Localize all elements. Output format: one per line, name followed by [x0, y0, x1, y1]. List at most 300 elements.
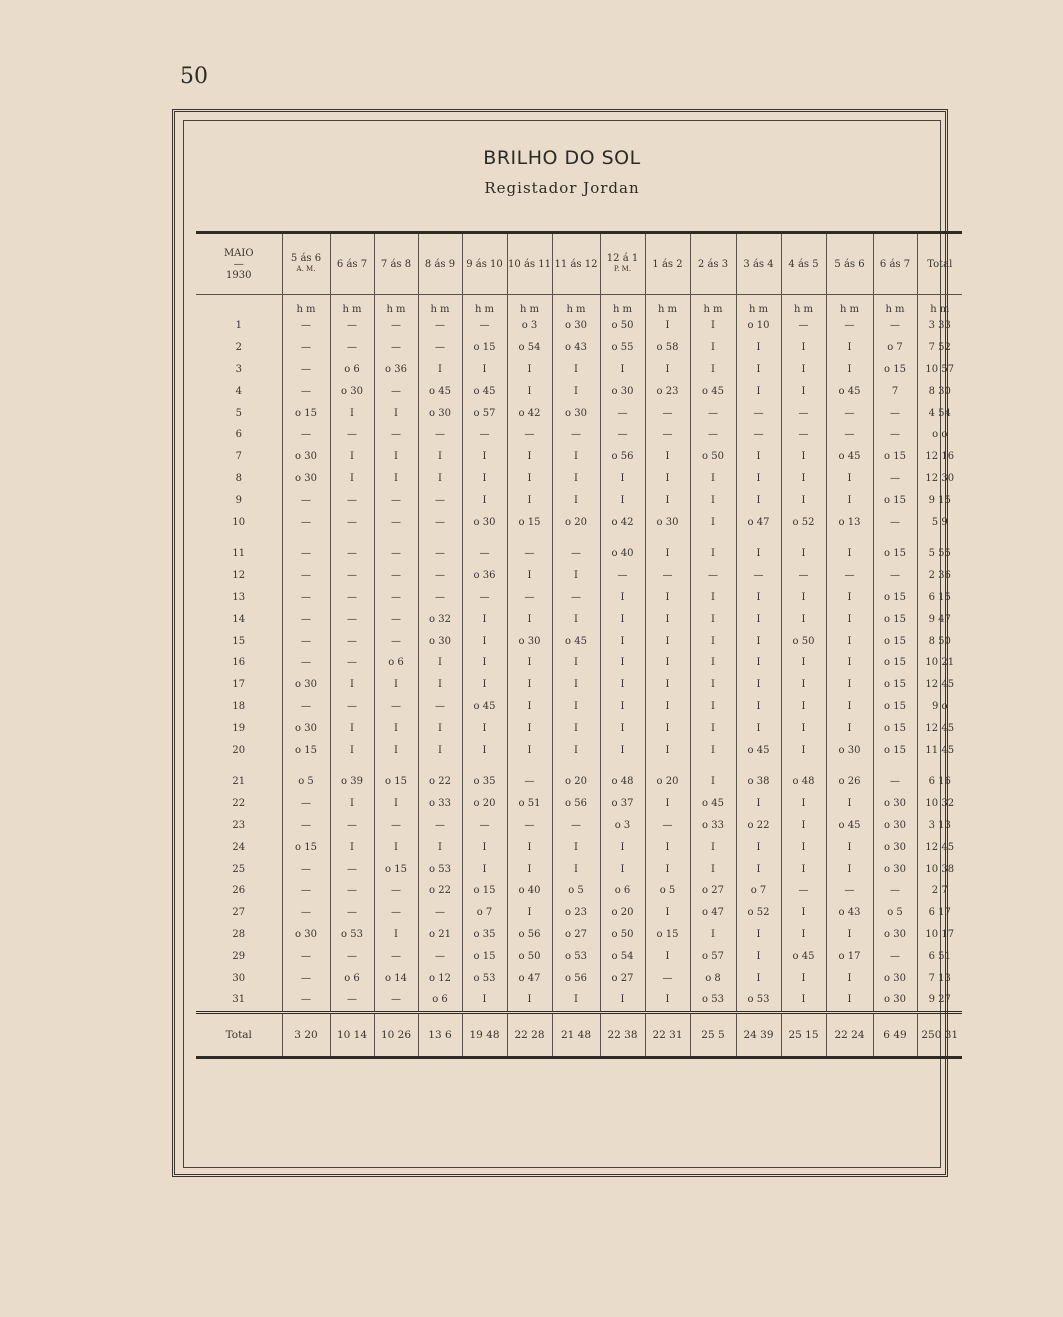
table-cell: I	[826, 337, 873, 359]
table-cell: I	[645, 717, 690, 739]
table-cell: o 5	[873, 902, 917, 924]
table-cell: o 20	[600, 902, 645, 924]
table-cell: o 50	[690, 446, 736, 468]
table-cell: I	[736, 652, 781, 674]
table-cell: —	[282, 880, 330, 902]
table-row	[196, 945, 962, 967]
table-cell: o 39	[330, 771, 374, 793]
table-cell: —	[418, 945, 462, 967]
column-header-label: 3 ás 4	[743, 258, 774, 270]
table-cell: —	[282, 902, 330, 924]
total-cell: 250 31	[917, 1012, 962, 1057]
table-cell: o 45	[418, 380, 462, 402]
day-cell: 16	[232, 657, 246, 669]
table-cell: I	[645, 836, 690, 858]
table-cell: o 36	[374, 359, 418, 381]
spacer-cell	[645, 533, 690, 543]
table-cell: I	[507, 902, 552, 924]
table-cell: o 56	[507, 924, 552, 946]
table-cell: I	[781, 674, 826, 696]
table-cell: I	[781, 468, 826, 490]
table-cell: —	[826, 402, 873, 424]
table-cell: o 35	[462, 771, 507, 793]
table-row	[196, 402, 962, 424]
table-cell: I	[552, 359, 600, 381]
day-cell: 19	[232, 722, 246, 734]
table-cell: —	[374, 424, 418, 446]
table-row	[196, 674, 962, 696]
table-row	[196, 858, 962, 880]
table-cell: I	[781, 337, 826, 359]
table-cell: o 14	[374, 967, 418, 989]
table-cell: o 30	[330, 380, 374, 402]
table-cell: I	[736, 359, 781, 381]
table-row	[196, 771, 962, 793]
table-cell: I	[374, 468, 418, 490]
table-cell: o 30	[873, 858, 917, 880]
table-cell: I	[552, 858, 600, 880]
total-cell: 6 49	[873, 1012, 917, 1057]
table-cell: I	[690, 630, 736, 652]
table-cell: —	[330, 543, 374, 565]
spacer-cell	[917, 761, 962, 771]
table-cell: I	[736, 836, 781, 858]
table-cell: —	[282, 858, 330, 880]
table-cell: —	[282, 793, 330, 815]
table-frame	[172, 109, 959, 1177]
table-cell: I	[781, 489, 826, 511]
unit-cell: h m	[645, 295, 690, 316]
table-cell: 12 45	[917, 674, 962, 696]
spacer-cell	[873, 761, 917, 771]
table-cell: o 45	[781, 945, 826, 967]
table-cell: —	[282, 424, 330, 446]
table-cell: o 52	[781, 511, 826, 533]
table-cell: o 54	[600, 945, 645, 967]
table-cell: o 15	[873, 739, 917, 761]
column-header	[282, 233, 330, 295]
table-cell: —	[330, 587, 374, 609]
day-cell: 1	[235, 320, 242, 332]
table-cell: I	[507, 652, 552, 674]
table-cell: I	[462, 359, 507, 381]
table-cell: —	[873, 402, 917, 424]
table-cell: —	[330, 652, 374, 674]
table-cell: I	[645, 696, 690, 718]
table-cell: I	[330, 402, 374, 424]
table-cell: o 5	[552, 880, 600, 902]
unit-cell: h m	[781, 295, 826, 316]
table-cell: o 51	[507, 793, 552, 815]
table-row	[196, 836, 962, 858]
table-cell: —	[282, 543, 330, 565]
table-cell: —	[374, 511, 418, 533]
unit-cell: h m	[418, 295, 462, 316]
column-header-label: 4 ás 5	[788, 258, 819, 270]
table-cell: o 30	[873, 815, 917, 837]
table-cell: 5 55	[917, 543, 962, 565]
table-cell: o 56	[552, 967, 600, 989]
table-cell: —	[873, 315, 917, 337]
table-cell: I	[781, 989, 826, 1012]
total-cell: 24 39	[736, 1012, 781, 1057]
table-cell: 6 51	[917, 945, 962, 967]
table-cell: o 57	[690, 945, 736, 967]
day-cell: 24	[232, 841, 246, 853]
table-cell: I	[330, 793, 374, 815]
table-cell: o 58	[645, 337, 690, 359]
column-header-row	[196, 233, 962, 295]
table-cell: I	[690, 739, 736, 761]
spacer-cell	[600, 533, 645, 543]
table-cell: —	[873, 511, 917, 533]
day-cell: 11	[232, 548, 246, 560]
table-cell: I	[736, 967, 781, 989]
column-header	[374, 233, 418, 295]
table-cell: I	[507, 468, 552, 490]
table-cell: —	[282, 696, 330, 718]
table-cell: I	[418, 739, 462, 761]
table-cell: 7	[873, 380, 917, 402]
table-cell: I	[826, 836, 873, 858]
table-cell: I	[826, 967, 873, 989]
column-header	[917, 233, 962, 295]
year-label: 1930	[226, 269, 252, 281]
table-cell: I	[507, 565, 552, 587]
table-cell: —	[873, 468, 917, 490]
table-cell: I	[330, 674, 374, 696]
month-dash: —	[233, 258, 244, 270]
table-cell: I	[645, 652, 690, 674]
spacer-cell	[196, 533, 282, 543]
table-cell: o 30	[600, 380, 645, 402]
table-cell: I	[781, 543, 826, 565]
table-cell: o 53	[552, 945, 600, 967]
table-cell: I	[600, 489, 645, 511]
table-cell: I	[374, 446, 418, 468]
page-number: 50	[180, 64, 208, 89]
table-cell: —	[282, 967, 330, 989]
table-cell: —	[781, 424, 826, 446]
unit-cell: h m	[374, 295, 418, 316]
table-cell: o 15	[507, 511, 552, 533]
table-row	[196, 967, 962, 989]
column-header	[600, 233, 645, 295]
sunshine-table	[196, 231, 962, 1059]
table-cell: o 15	[374, 858, 418, 880]
month-label: MAIO	[223, 247, 254, 259]
table-title: BRILHO DO SOL	[483, 147, 641, 169]
table-cell: o 33	[418, 793, 462, 815]
table-cell: o 30	[282, 674, 330, 696]
table-cell: I	[600, 468, 645, 490]
table-cell: I	[826, 696, 873, 718]
row-spacer	[196, 761, 962, 771]
table-cell: I	[690, 608, 736, 630]
table-cell: —	[374, 587, 418, 609]
table-cell: —	[282, 511, 330, 533]
table-cell: o 53	[418, 858, 462, 880]
unit-cell: h m	[690, 295, 736, 316]
table-cell: —	[507, 815, 552, 837]
table-cell: o 27	[552, 924, 600, 946]
unit-cell: h m	[873, 295, 917, 316]
table-cell: o 40	[600, 543, 645, 565]
column-header-suffix: P. M.	[613, 265, 632, 273]
table-cell: 10 21	[917, 652, 962, 674]
table-row	[196, 315, 962, 337]
table-cell: —	[826, 315, 873, 337]
table-cell: o 15	[873, 543, 917, 565]
table-cell: I	[736, 924, 781, 946]
table-cell: I	[418, 717, 462, 739]
table-cell: I	[462, 858, 507, 880]
table-cell: o 12	[418, 967, 462, 989]
table-cell: —	[374, 902, 418, 924]
day-cell: 7	[235, 451, 242, 463]
table-cell: —	[374, 315, 418, 337]
table-cell: o 22	[418, 771, 462, 793]
table-cell: o 45	[826, 380, 873, 402]
table-cell: o 30	[552, 315, 600, 337]
unit-cell: h m	[330, 295, 374, 316]
table-cell: I	[552, 565, 600, 587]
column-header	[507, 233, 552, 295]
table-cell: o 15	[374, 771, 418, 793]
units-row	[196, 295, 962, 316]
table-cell: I	[826, 989, 873, 1012]
table-cell: —	[330, 424, 374, 446]
table-cell: 7 13	[917, 967, 962, 989]
column-header-label: 5 ás 6	[834, 258, 865, 270]
column-header	[826, 233, 873, 295]
table-cell: I	[507, 739, 552, 761]
table-cell: —	[330, 489, 374, 511]
table-cell: —	[418, 565, 462, 587]
table-cell: —	[826, 565, 873, 587]
table-cell: —	[873, 565, 917, 587]
column-header-label: 1 ás 2	[652, 258, 683, 270]
table-cell: I	[600, 989, 645, 1012]
table-cell: —	[645, 402, 690, 424]
table-cell: 2 36	[917, 565, 962, 587]
table-cell: o 48	[600, 771, 645, 793]
spacer-cell	[196, 761, 282, 771]
day-cell: 22	[232, 798, 246, 810]
table-cell: o 53	[330, 924, 374, 946]
column-header-label: 6 ás 7	[336, 258, 368, 270]
column-header	[418, 233, 462, 295]
table-cell: I	[507, 836, 552, 858]
table-cell: o 42	[600, 511, 645, 533]
day-cell: 5	[235, 407, 242, 419]
table-cell: I	[736, 446, 781, 468]
table-cell: —	[282, 315, 330, 337]
table-cell: I	[736, 587, 781, 609]
table-cell: I	[507, 359, 552, 381]
table-cell: o 10	[736, 315, 781, 337]
table-cell: I	[374, 402, 418, 424]
day-cell: 18	[232, 700, 246, 712]
unit-cell: h m	[507, 295, 552, 316]
table-cell: I	[462, 674, 507, 696]
spacer-cell	[282, 761, 330, 771]
table-cell: o 15	[873, 674, 917, 696]
table-cell: o 15	[873, 446, 917, 468]
table-cell: I	[507, 674, 552, 696]
table-cell: o 47	[690, 902, 736, 924]
table-cell: —	[282, 359, 330, 381]
table-cell: o 21	[418, 924, 462, 946]
table-cell: I	[645, 674, 690, 696]
table-cell: o 37	[600, 793, 645, 815]
table-cell: o 30	[507, 630, 552, 652]
table-cell: —	[330, 511, 374, 533]
month-header	[196, 233, 282, 295]
table-cell: —	[645, 424, 690, 446]
table-cell: o o	[917, 424, 962, 446]
table-cell: —	[282, 945, 330, 967]
table-cell: I	[690, 652, 736, 674]
table-cell: 9 27	[917, 989, 962, 1012]
table-cell: I	[690, 924, 736, 946]
table-row	[196, 630, 962, 652]
table-row	[196, 924, 962, 946]
table-cell: —	[781, 402, 826, 424]
table-cell: —	[600, 565, 645, 587]
table-cell: I	[781, 858, 826, 880]
table-cell: o 30	[462, 511, 507, 533]
table-cell: I	[826, 674, 873, 696]
spacer-cell	[873, 533, 917, 543]
table-cell: I	[645, 739, 690, 761]
table-cell: —	[330, 337, 374, 359]
table-cell: I	[374, 739, 418, 761]
table-cell: I	[645, 630, 690, 652]
table-cell: o 45	[826, 815, 873, 837]
spacer-cell	[330, 761, 374, 771]
totals-row	[196, 1012, 962, 1057]
table-cell: o 6	[418, 989, 462, 1012]
unit-cell: h m	[600, 295, 645, 316]
table-cell: —	[374, 337, 418, 359]
spacer-cell	[781, 533, 826, 543]
table-cell: o 47	[507, 967, 552, 989]
table-cell: o 23	[645, 380, 690, 402]
table-cell: I	[736, 717, 781, 739]
day-cell: 8	[235, 472, 242, 484]
column-header-label: 9 ás 10	[466, 258, 503, 270]
unit-cell: h m	[917, 295, 962, 316]
day-cell: 9	[235, 494, 242, 506]
spacer-cell	[418, 761, 462, 771]
spacer-cell	[330, 533, 374, 543]
table-cell: I	[552, 380, 600, 402]
table-cell: I	[736, 608, 781, 630]
table-cell: o 52	[736, 902, 781, 924]
table-cell: o 30	[873, 989, 917, 1012]
table-cell: o 50	[781, 630, 826, 652]
table-cell: —	[600, 402, 645, 424]
table-cell: o 13	[826, 511, 873, 533]
table-cell: —	[552, 815, 600, 837]
table-cell: —	[330, 565, 374, 587]
table-cell: I	[645, 902, 690, 924]
table-cell: o 5	[645, 880, 690, 902]
table-cell: —	[462, 815, 507, 837]
table-cell: —	[374, 989, 418, 1012]
table-cell: I	[552, 652, 600, 674]
spacer-cell	[282, 533, 330, 543]
table-cell: I	[418, 359, 462, 381]
unit-cell: h m	[462, 295, 507, 316]
column-header-label: 7 ás 8	[380, 258, 412, 270]
day-cell: 10	[232, 516, 246, 528]
table-cell: I	[507, 989, 552, 1012]
table-cell: 10 32	[917, 793, 962, 815]
day-cell: 29	[232, 950, 246, 962]
table-cell: —	[552, 424, 600, 446]
table-cell: I	[552, 446, 600, 468]
table-cell: —	[781, 315, 826, 337]
total-cell: 10 26	[374, 1012, 418, 1057]
table-cell: I	[781, 902, 826, 924]
table-cell: o 15	[462, 945, 507, 967]
table-cell: I	[736, 489, 781, 511]
table-cell: I	[690, 587, 736, 609]
table-row	[196, 902, 962, 924]
table-cell: —	[330, 902, 374, 924]
spacer-cell	[781, 761, 826, 771]
table-cell: I	[645, 793, 690, 815]
table-cell: o 15	[873, 608, 917, 630]
day-cell: 3	[235, 363, 242, 375]
day-cell: 21	[232, 776, 246, 788]
table-cell: 6 17	[917, 902, 962, 924]
table-cell: o 15	[282, 836, 330, 858]
table-cell: —	[873, 771, 917, 793]
table-cell: o 30	[873, 836, 917, 858]
table-cell: I	[736, 468, 781, 490]
table-cell: I	[690, 717, 736, 739]
table-row	[196, 380, 962, 402]
table-cell: o 38	[736, 771, 781, 793]
table-cell: —	[736, 402, 781, 424]
table-cell: o 7	[736, 880, 781, 902]
table-cell: I	[826, 468, 873, 490]
table-cell: o 45	[552, 630, 600, 652]
table-cell: I	[736, 543, 781, 565]
table-cell: I	[826, 489, 873, 511]
table-cell: —	[330, 989, 374, 1012]
table-cell: —	[690, 424, 736, 446]
table-cell: 6 16	[917, 771, 962, 793]
table-cell: o 45	[826, 446, 873, 468]
table-cell: 9 47	[917, 608, 962, 630]
table-cell: I	[826, 543, 873, 565]
spacer-cell	[552, 533, 600, 543]
table-cell: —	[418, 337, 462, 359]
spacer-cell	[917, 533, 962, 543]
table-row	[196, 793, 962, 815]
table-row	[196, 359, 962, 381]
table-cell: 3 33	[917, 315, 962, 337]
table-cell: o 56	[552, 793, 600, 815]
day-cell: 31	[232, 994, 246, 1006]
table-cell: o 5	[282, 771, 330, 793]
table-cell: I	[645, 608, 690, 630]
table-cell: I	[600, 696, 645, 718]
